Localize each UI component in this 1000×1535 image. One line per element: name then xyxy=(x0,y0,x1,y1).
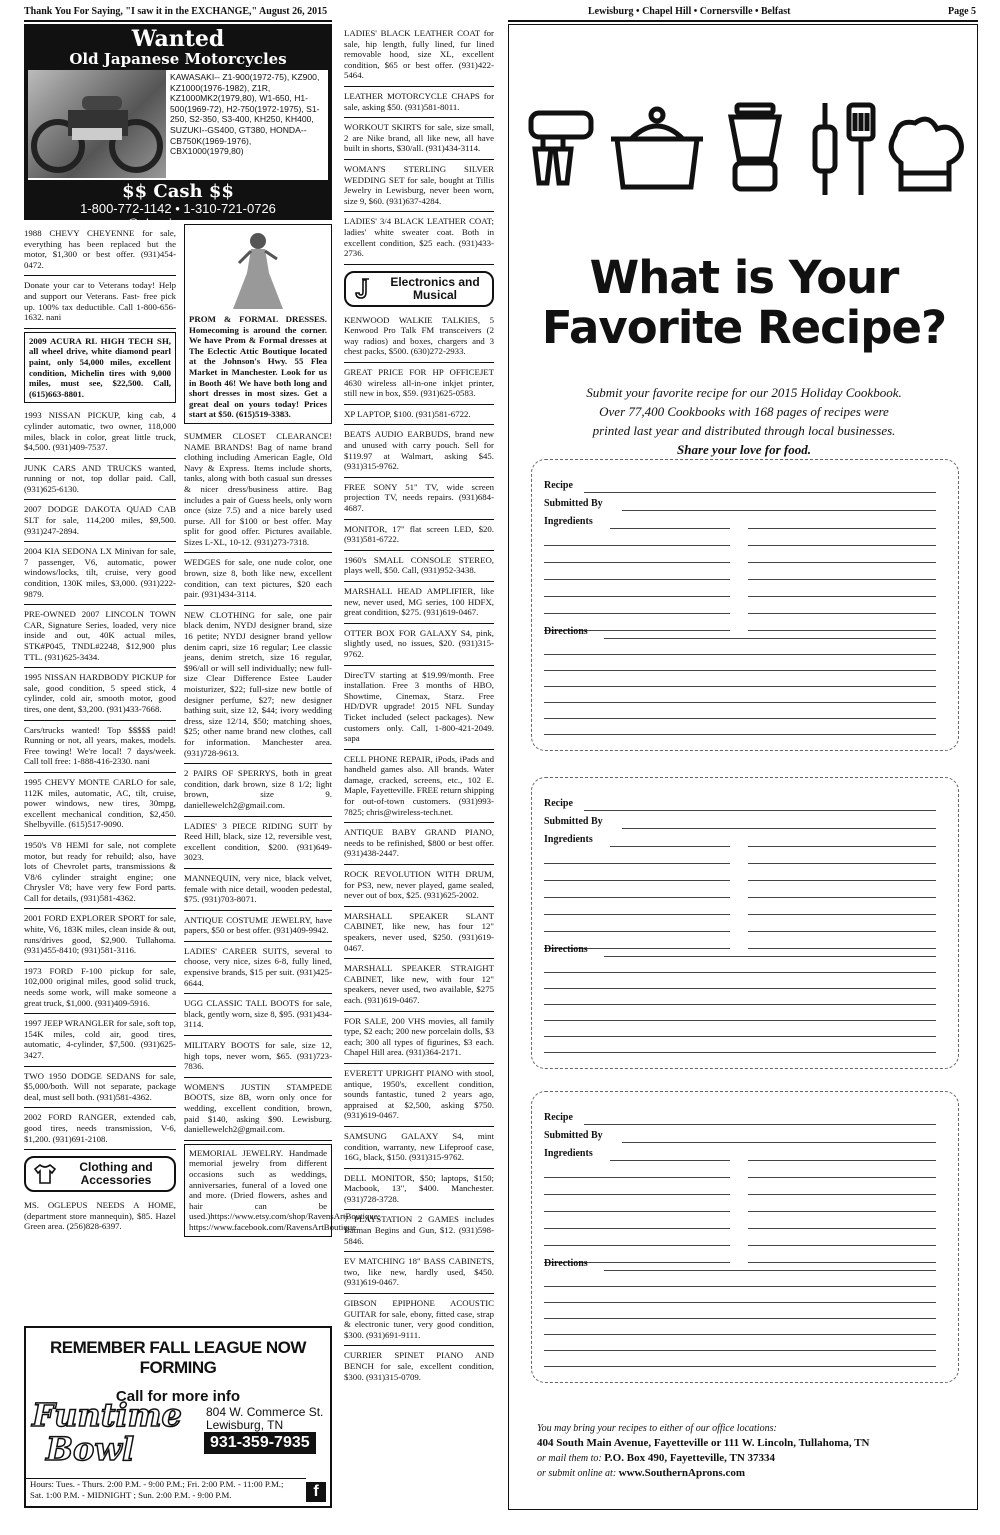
ingredient-line[interactable] xyxy=(544,1245,730,1246)
directions-line[interactable] xyxy=(604,956,936,957)
category-label: Clothing and Accessories xyxy=(79,1160,153,1188)
classified-ad: MARSHALL HEAD AMPLIFIER, like new, never used, MG series, 100 HDFX, great condition, $275. (931)619-0467. xyxy=(344,582,494,624)
ingredient-line[interactable] xyxy=(544,863,730,864)
ingredient-line[interactable] xyxy=(544,579,730,580)
bowl-logo-line-2: Bowl xyxy=(46,1430,135,1468)
category-electronics xyxy=(344,271,494,307)
share-line: Share your love for food. xyxy=(677,442,811,457)
mailing-address: P.O. Box 490, Fayetteville, TN 37334 xyxy=(604,1452,776,1464)
category-label: Electronics and Musical xyxy=(390,274,480,302)
classified-ad: 1995 NISSAN HARDBODY PICKUP for sale, good condition, 5 speed stick, 4 cylinder, cold air, smooth motor, good tires, one dent, $3,200. (931)433-7668. xyxy=(24,668,176,720)
ingredient-line[interactable] xyxy=(748,1211,936,1212)
classified-ad: LADIES' BLACK LEATHER COAT for sale, hip length, fully lined, fur lined removable hood, size XL, excellent condition, $65 or best offer. (931)422-5464. xyxy=(344,24,494,87)
boxed-classified-ad: 2009 ACURA RL HIGH TECH SH, all wheel drive, white diamond pearl paint, only 54,000 miles, excellent condition, Michelin tires with 9,000 miles, must see, $22,500. Call, (615)663-8801. xyxy=(24,332,176,404)
submitted-by-label: Submitted By xyxy=(544,498,603,509)
ingredients-label: Ingredients xyxy=(544,834,593,845)
directions-line[interactable] xyxy=(544,718,936,719)
ingredient-line[interactable] xyxy=(748,1160,936,1161)
classified-ad: PRE-OWNED 2007 LINCOLN TOWN CAR, Signature Series, loaded, very nice inside and out, 40K actual miles, STK#P045, TNDL#2248, $12,900 plus TTL. (931)625-3434. xyxy=(24,605,176,668)
bowl-logo-line-1: Funtime xyxy=(32,1396,182,1434)
directions-line[interactable] xyxy=(544,702,936,703)
classified-ad: 2002 FORD RANGER, extended cab, good tires, needs transmission, V-6, $1,200. (931)691-2108. xyxy=(24,1108,176,1150)
recipe-name-line[interactable] xyxy=(584,810,936,811)
recipe-intro xyxy=(549,383,939,459)
motorcycle-photo xyxy=(28,70,166,178)
recipe-label: Recipe xyxy=(544,480,573,491)
ingredient-line[interactable] xyxy=(748,579,936,580)
classified-ad: CELL PHONE REPAIR, iPods, iPads and handheld games also. All brands. Water damage, cracked, screens, etc., 102 E. Maple, Fayetteville. FREE return shipping for out-of-town customers. (931)993-7825; chris@wireless-tech.net. xyxy=(344,750,494,824)
recipe-form-card xyxy=(531,777,959,1069)
ingredient-line[interactable] xyxy=(748,1245,936,1246)
recipe-name-line[interactable] xyxy=(584,1124,936,1125)
ingredient-line[interactable] xyxy=(544,1228,730,1229)
address-line-2: Lewisburg, TN xyxy=(206,1418,284,1432)
directions-line[interactable] xyxy=(544,734,936,735)
classified-ad: Cars/trucks wanted! Top $$$$$ paid! Running or not, all years, makes, models. Free towing! We're local! 7 days/week. Call toll free: 1-888-416-2330. nani xyxy=(24,721,176,773)
recipe-label: Recipe xyxy=(544,1112,573,1123)
ingredient-line[interactable] xyxy=(748,1194,936,1195)
classified-ad: Donate your car to Veterans today! Help and support our Veterans. Fast- free pick up. 100% tax deductible. Call 1-800-656-1632. nani xyxy=(24,276,176,328)
ingredient-line[interactable] xyxy=(544,897,730,898)
ad-title: Wanted xyxy=(131,26,225,52)
ingredient-line[interactable] xyxy=(748,1262,936,1263)
classified-ad: LADIES' 3 PIECE RIDING SUIT by Reed Hill, black, size 12, reversible vest, excellent condition, $200. (931)649-3023. xyxy=(184,817,332,869)
hours-line-2: Sat. 1:00 P.M. - MIDNIGHT ; Sun. 2:00 P.M. - 9:00 P.M. xyxy=(30,1490,232,1500)
hours-line-1: Hours: Tues. - Thurs. 2:00 P.M. - 9:00 P.M.; Fri. 2:00 P.M. - 11:00 P.M.; xyxy=(30,1479,284,1489)
submission-info xyxy=(537,1421,957,1481)
classified-ad: EVERETT UPRIGHT PIANO with stool, antique, 1950's, excellent condition, sounds fantastic, tuned 2 years ago, appraised at $2,500, asking $750. (931)619-0467. xyxy=(344,1064,494,1127)
pot-icon xyxy=(611,109,703,187)
classified-ad: SAMSUNG GALAXY S4, mint condition, warranty, new Lifeproof case, 16G, black, $150. (931)315-9762. xyxy=(344,1127,494,1169)
page-number: Page 5 xyxy=(948,6,977,17)
recipe-label: Recipe xyxy=(544,798,573,809)
classified-ad: DirecTV starting at $19.99/month. Free installation. Free 3 months of HBO, Showtime, Cinemax, Starz. Free HD/DVR upgrade! 2015 NFL Sunday Ticket included (select packages). New customers only. Call, 1-800-421-2049. sapa xyxy=(344,666,494,750)
directions-line[interactable] xyxy=(544,988,936,989)
funtime-bowl-ad xyxy=(24,1326,332,1508)
ad-subtitle: Old Japanese Motorcycles xyxy=(69,50,287,68)
classified-ad: ANTIQUE BABY GRAND PIANO, needs to be refinished, $800 or best offer. (931)438-2447. xyxy=(344,823,494,865)
ingredient-line[interactable] xyxy=(544,1177,730,1178)
directions-line[interactable] xyxy=(544,1350,936,1351)
submitted-by-line[interactable] xyxy=(622,828,936,829)
directions-line[interactable] xyxy=(604,1270,936,1271)
directions-line[interactable] xyxy=(544,670,936,671)
directions-label: Directions xyxy=(544,626,588,637)
intro-line-3: printed last year and distributed through local businesses. xyxy=(592,423,896,438)
classified-ad: 2 PAIRS OF SPERRYS, both in great condition, dark brown, size 8 1/2; light brown, size 9. daniellewelch2@gmail.com. xyxy=(184,764,332,816)
submission-intro: You may bring your recipes to either of our office locations: xyxy=(537,1423,777,1434)
ingredient-line[interactable] xyxy=(748,596,936,597)
spatula-icon xyxy=(849,105,873,195)
ingredient-line[interactable] xyxy=(748,1228,936,1229)
league-headline: REMEMBER FALL LEAGUE NOW FORMING xyxy=(50,1338,306,1377)
classified-ad: TWO 1950 DODGE SEDANS for sale, $5,000/both. Will not separate, package deal, must sell both. (931)581-4362. xyxy=(24,1067,176,1109)
classified-ad: 1995 CHEVY MONTE CARLO for sale, 112K miles, automatic, AC, tilt, cruise, power windows, new tires, 30mpg, excellent mechanical condition, $2,450. Shelbyville. (615)517-9090. xyxy=(24,773,176,836)
classified-ad: XP LAPTOP, $100. (931)581-6722. xyxy=(344,405,494,426)
recipe-headline xyxy=(509,253,979,353)
classified-ad: NEW CLOTHING for sale, one pair black denim, NYDJ designer brand, size 16 petite; NYDJ designer brand yellow denim capri, size 16 regular; Lee classic jeans, denim stretch, size 16 regular, $96/all or will sell individually; new full-size Clear Difference Estee Lauder moisturizer, $22; full-size new bottle of designer perfume, $27; new designer bathing suit, size 12, $44; ivory wedding dress, size 12/14, $50; matching shoes, $25; other name brand new clothes, call for information. Manchester area. (931)728-9613. xyxy=(184,606,332,764)
classified-ad: WOMAN'S STERLING SILVER WEDDING SET for sale, bought at Tillis Jewelry in Lewisburg, never been worn, size 9, $60. (931)637-4284. xyxy=(344,160,494,212)
ingredients-label: Ingredients xyxy=(544,516,593,527)
classified-ad: MS. OGLEPUS NEEDS A HOME, (department store mannequin), $85. Hazel Green area. (256)828-6397. xyxy=(24,1200,176,1232)
classified-ad: SUMMER CLOSET CLEARANCE! NAME BRANDS! Bag of name brand clothing including American Eagle, Old Navy & Express. Items include shorts, tanks, along with both casual sun dresses & nicer dress/business attire. Bag includes a pair of Guess heels, only worn once (size 7.5) and a nice barely used purse. All for $100 or best offer. May split for good offer. Pictures available. Sizes L-XL, 10-12. (931)273-7318. xyxy=(184,427,332,554)
header-rule xyxy=(24,20,332,22)
directions-label: Directions xyxy=(544,944,588,955)
directions-line[interactable] xyxy=(604,638,936,639)
ingredient-line[interactable] xyxy=(544,1211,730,1212)
recipe-form-card xyxy=(531,1091,959,1383)
classified-ad: 1960's SMALL CONSOLE STEREO, plays well, $50. Call, (931)952-3438. xyxy=(344,551,494,582)
directions-line[interactable] xyxy=(544,972,936,973)
classifieds-column-2 xyxy=(184,24,381,1324)
classified-ad: FREE SONY 51" TV, wide screen projection TV, needs repairs. (931)684-4687. xyxy=(344,478,494,520)
ingredient-line[interactable] xyxy=(544,545,730,546)
mail-label: or mail them to: xyxy=(537,1453,602,1464)
classified-ad: MILITARY BOOTS for sale, size 12, high tops, never worn, $65. (931)723-7836. xyxy=(184,1036,332,1078)
classified-ad: 1988 CHEVY CHEYENNE for sale, everything has been replaced but the motor, $1,300 or best offer. (931)454-0472. xyxy=(24,224,176,276)
classified-ad: UGG CLASSIC TALL BOOTS for sale, black, gently worn, size 8, $95. (931)434-3114. xyxy=(184,994,332,1036)
classified-ad: 1993 NISSAN PICKUP, king cab, 4 cylinder automatic, two owner, 118,000 miles, black in color, great little truck, $4,500. (931)409-7537. xyxy=(24,406,176,458)
submitted-by-line[interactable] xyxy=(622,510,936,511)
ingredient-line[interactable] xyxy=(544,880,730,881)
chef-hat-icon xyxy=(891,119,961,189)
cash-text: $$ Cash $$ xyxy=(122,181,234,202)
classified-ad: KENWOOD WALKIE TALKIES, 5 Kenwood Pro Talk FM transceivers (2 way radios) and boxes, chargers and 3 chest packs, $500. (630)272-2933. xyxy=(344,311,494,363)
header-rule xyxy=(508,20,978,22)
ingredient-line[interactable] xyxy=(544,613,730,614)
classified-ad: 1997 JEEP WRANGLER for sale, soft top, 154K miles, cold air, good tires, automatic, 4-cylinder, $7,500. (931)625-3427. xyxy=(24,1014,176,1066)
classified-ad: LADIES' CAREER SUITS, several to choose, very nice, sizes 6-8, fully lined, expensive brands, $15 per suit. (931)425-6644. xyxy=(184,942,332,994)
classified-ad: MARSHALL SPEAKER SLANT CABINET, like new, has four 12" speakers, never used, $250. (931)619-0467. xyxy=(344,907,494,959)
saxophone-icon xyxy=(352,278,378,300)
intro-line-1: Submit your favorite recipe for our 2015 Holiday Cookbook. xyxy=(586,385,902,400)
ingredient-line[interactable] xyxy=(748,562,936,563)
directions-line[interactable] xyxy=(544,1052,936,1053)
directions-line[interactable] xyxy=(544,1318,936,1319)
ingredient-line[interactable] xyxy=(544,596,730,597)
bowl-hours xyxy=(26,1478,306,1501)
ingredient-line[interactable] xyxy=(748,863,936,864)
directions-line[interactable] xyxy=(544,654,936,655)
prom-dresses-ad xyxy=(184,224,332,424)
submitted-by-label: Submitted By xyxy=(544,816,603,827)
classified-ad: MANNEQUIN, very nice, black velvet, female with nice detail, wooden pedestal, $75. (931)703-8071. xyxy=(184,869,332,911)
classified-ad: EV MATCHING 18" BASS CABINETS, two, like new, hardly used, $450. (931)619-0467. xyxy=(344,1252,494,1294)
ingredient-line[interactable] xyxy=(748,1177,936,1178)
recipe-contest-panel xyxy=(508,24,978,1510)
directions-line[interactable] xyxy=(544,1302,936,1303)
classified-ad: ROCK REVOLUTION WITH DRUM, for PS3, new, never played, game sealed, never out of box, $25. (931)625-2002. xyxy=(344,865,494,907)
ingredient-line[interactable] xyxy=(748,897,936,898)
ingredient-line[interactable] xyxy=(610,846,730,847)
classified-ad: WORKOUT SKIRTS for sale, size small, 2 are Nike brand, all like new, all have built in shorts, $30/all. (931)434-3114. xyxy=(344,118,494,160)
call-for-info: Call for more info xyxy=(115,1388,241,1405)
address-line-1: 804 W. Commerce St. xyxy=(206,1405,324,1419)
classified-ad: 2004 KIA SEDONA LX Minivan for sale, 7 passenger, V6, automatic, power windows/locks, tilt, cruise, very good condition, 130K miles, $3,000. (931)222-9879. xyxy=(24,542,176,605)
ingredient-line[interactable] xyxy=(544,562,730,563)
ingredient-line[interactable] xyxy=(544,914,730,915)
bowl-logo xyxy=(32,1398,182,1466)
classifieds-column-1 xyxy=(24,224,176,1324)
rolling-pin-icon xyxy=(815,103,835,195)
model-list: KAWASAKI-- Z1-900(1972-75), KZ900, KZ1000(1976-1982), Z1R, KZ1000MK2(1979,80), W1-650, H1-500(1969-72), H2-750(1972-1975), S1-250, S2-350, S3-400, KH250, KH400, SUZUKI--GS400, GT380, HONDA--CB750K(1969-1976), CBX1000(1979,80) xyxy=(170,72,320,157)
ingredient-line[interactable] xyxy=(748,528,936,529)
ingredient-line[interactable] xyxy=(748,931,936,932)
ingredient-line[interactable] xyxy=(610,528,730,529)
classified-ad: LEATHER MOTORCYCLE CHAPS for sale, asking $50. (931)581-8011. xyxy=(344,87,494,118)
website-url[interactable]: www.SouthernAprons.com xyxy=(618,1467,745,1479)
recipe-name-line[interactable] xyxy=(584,492,936,493)
classified-ad: OTTER BOX FOR GALAXY S4, pink, slightly used, no issues, $20. (931)315-9762. xyxy=(344,624,494,666)
ingredient-line[interactable] xyxy=(610,1160,730,1161)
ingredient-line[interactable] xyxy=(748,948,936,949)
ingredient-line[interactable] xyxy=(748,630,936,631)
directions-line[interactable] xyxy=(544,686,936,687)
office-addresses: 404 South Main Avenue, Fayetteville or 111 W. Lincoln, Tullahoma, TN xyxy=(537,1437,870,1449)
ingredient-line[interactable] xyxy=(748,613,936,614)
classified-ad: 7 PLAYSTATION 2 GAMES includes Batman Begins and Gun, $12. (931)598-5846. xyxy=(344,1210,494,1252)
directions-line[interactable] xyxy=(544,1036,936,1037)
directions-line[interactable] xyxy=(544,1004,936,1005)
classified-ad: MARSHALL SPEAKER STRAIGHT CABINET, like new, with four 12" speakers, never used, two available, $275 each. (931)619-0467. xyxy=(344,959,494,1011)
submitted-by-label: Submitted By xyxy=(544,1130,603,1141)
directions-label: Directions xyxy=(544,1258,588,1269)
directions-line[interactable] xyxy=(544,1286,936,1287)
header-towns: Lewisburg • Chapel Hill • Cornersville • Belfast xyxy=(588,6,791,17)
ingredient-line[interactable] xyxy=(748,914,936,915)
ingredient-line[interactable] xyxy=(544,1194,730,1195)
header-left: Thank You For Saying, "I saw it in the EXCHANGE," August 26, 2015 xyxy=(24,6,328,17)
category-clothing xyxy=(24,1156,176,1192)
directions-line[interactable] xyxy=(544,1020,936,1021)
classified-ad: ANTIQUE COSTUME JEWELRY, have papers, $50 or best offer. (931)409-9942. xyxy=(184,911,332,942)
classified-ad: GREAT PRICE FOR HP OFFICEJET 4630 wireless all-in-one inkjet printer, still new in box, $59. (931)625-0583. xyxy=(344,363,494,405)
ingredient-line[interactable] xyxy=(748,846,936,847)
tshirt-icon xyxy=(32,1163,58,1185)
headline-line-2: Favorite Recipe? xyxy=(541,301,947,354)
recipe-form-card xyxy=(531,459,959,751)
intro-line-2: Over 77,400 Cookbooks with 168 pages of recipes were xyxy=(599,404,889,419)
submitted-by-line[interactable] xyxy=(622,1142,936,1143)
classified-ad: MONITOR, 17" flat screen LED, $20. (931)581-6722. xyxy=(344,520,494,551)
bowl-phone: 931-359-7935 xyxy=(204,1432,316,1454)
ingredient-line[interactable] xyxy=(748,880,936,881)
classified-ad: BEATS AUDIO EARBUDS, brand new and unused with carry pouch. Sell for $119.97 at Walmart, asking $45. (931)315-9762. xyxy=(344,425,494,477)
blender-icon xyxy=(731,105,779,189)
ingredients-label: Ingredients xyxy=(544,1148,593,1159)
classified-ad: DELL MONITOR, $50; laptops, $150; Macbook, 13", $400. Manchester. (931)728-3728. xyxy=(344,1169,494,1211)
ingredient-line[interactable] xyxy=(544,931,730,932)
prom-dress-photo xyxy=(189,228,327,314)
ingredient-line[interactable] xyxy=(748,545,936,546)
classified-ad: 1950's V8 HEMI for sale, not complete motor, but ready for rebuild; also, have lots of Chevrolet parts, transmissions & V8/6 cylinder straight engine; one Chrysler V8; have very few Ford parts. Call for details, (931)581-4362. xyxy=(24,836,176,910)
classified-ad: 1973 FORD F-100 pickup for sale, 102,000 original miles, good solid truck, needs some work, will make someone a great truck, $1,000. (931)409-5916. xyxy=(24,962,176,1014)
memorial-jewelry-ad: MEMORIAL JEWELRY. Handmade memorial jewelry from different occasions such as weddings, anniversaries, funeral of a loved one and more. (Dried flowers, ashes and hair can be used.)https://www.etsy.com/shop/RavensArtBoutique; https://www.facebook.com/RavensArtBoutique. xyxy=(184,1144,332,1237)
directions-line[interactable] xyxy=(544,1366,936,1367)
phone-numbers: 1-800-772-1142 • 1-310-721-0726 xyxy=(80,201,276,216)
facebook-icon: f xyxy=(306,1482,326,1502)
bowl-address xyxy=(206,1406,323,1432)
prom-ad-text: PROM & FORMAL DRESSES. Homecoming is around the corner. We have Prom & Formal dresses at The Eclectic Attic Boutique located at the Johnson's Hwy. 55 Flea Market in Manchester. Look for us in Booth 46! We have both long and short dresses in most sizes. Get a great deal on yours today! Prices start at $50. (615)519-3383. xyxy=(189,314,327,420)
classified-ad: WEDGES for sale, one nude color, one brown, size 8, both like new, excellent condition, can text pictures, $20 each pair. (931)434-3114. xyxy=(184,553,332,605)
classified-ad: WOMEN'S JUSTIN STAMPEDE BOOTS, size 8B, worn only once for wedding, excellent condition, brown, paid $140, asking $90. Lewisburg. daniellewelch2@gmail.com. xyxy=(184,1078,332,1141)
directions-line[interactable] xyxy=(544,1334,936,1335)
mixer-icon xyxy=(531,113,591,183)
headline-line-1: What is Your xyxy=(589,251,899,304)
classifieds-column-3 xyxy=(344,24,494,1510)
classified-ad: CURRIER SPINET PIANO AND BENCH for sale, excellent condition, $300. (931)315-0709. xyxy=(344,1350,494,1382)
classified-ad: LADIES' 3/4 BLACK LEATHER COAT; ladies' white sweater coat. Both in excellent condition, $25 each. (931)433-2736. xyxy=(344,212,494,264)
classified-ad: FOR SALE, 200 VHS movies, all family type, $2 each; 200 new porcelain dolls, $3 each; 300 all types of figurines, $3 each. Chapel Hill area. (931)364-2171. xyxy=(344,1012,494,1064)
classified-ad: 2001 FORD EXPLORER SPORT for sale, white, V6, 183K miles, clean inside & out, runs/drives good, $2,900. Tullahoma. (931)455-8410; (931)581-3116. xyxy=(24,909,176,961)
email-address: usa@classicrunners.com xyxy=(105,216,251,231)
kitchen-icons-row xyxy=(519,99,969,199)
online-label: or submit online at: xyxy=(537,1468,617,1479)
classified-ad: JUNK CARS AND TRUCKS wanted, running or not, top dollar paid. Call, (931)625-6130. xyxy=(24,459,176,501)
classified-ad: GIBSON EPIPHONE ACOUSTIC GUITAR for sale, ebony, fitted case, strap & electronic tuner, very good condition, $300. (931)691-9111. xyxy=(344,1294,494,1346)
classified-ad: 2007 DODGE DAKOTA QUAD CAB SLT for sale, 114,200 miles, $9,500. (931)247-2894. xyxy=(24,500,176,542)
